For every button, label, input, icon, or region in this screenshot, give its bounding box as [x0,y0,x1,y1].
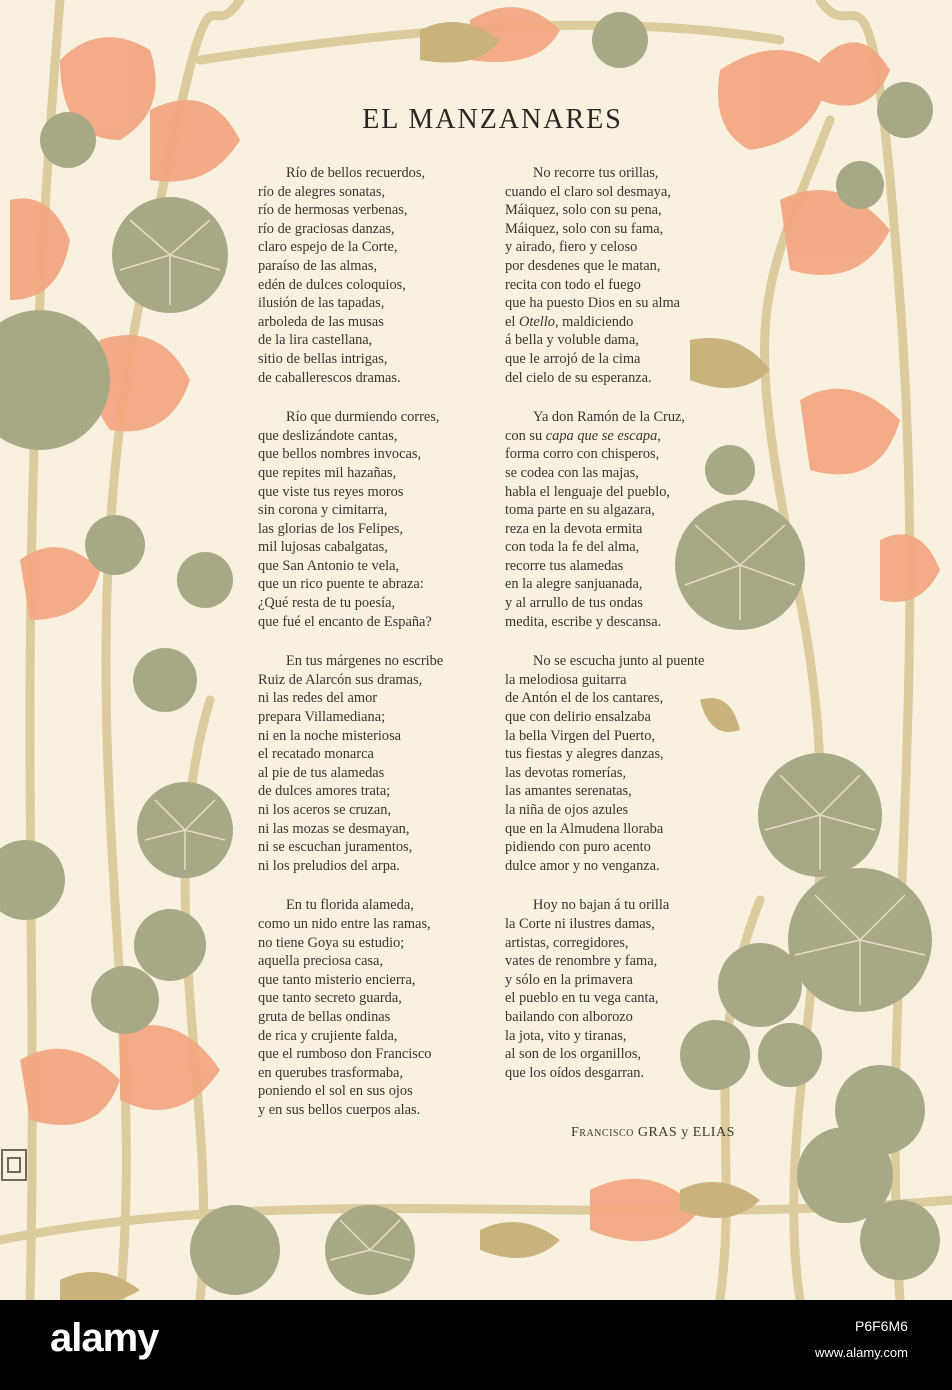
verse-line: No se escucha junto al puente [533,653,705,670]
verse-line: Hoy no bajan á tu orilla [533,897,670,914]
verse-line: sitio de bellas intrigas, [258,350,388,367]
verse-line: recorre tus alamedas [505,557,624,574]
stanza [258,896,488,1119]
verse-line: la jota, vito y tiranas, [505,1027,627,1044]
verse-line: el pueblo en tu vega canta, [505,990,659,1007]
verse-line: que tanto secreto guarda, [258,990,402,1007]
verse-line: ¿Qué resta de tu poesía, [258,595,396,612]
watermark-logo: alamy [50,1316,159,1360]
verse-line: mil lujosas cabalgatas, [258,539,388,556]
verse-line: que viste tus reyes moros [258,483,404,500]
verse-line: sin corona y cimitarra, [258,502,388,519]
verse-line: las devotas romerías, [505,764,627,781]
verse-line: se codea con las majas, [505,464,639,481]
verse-line: las glorias de los Felipes, [258,520,404,537]
verse-line: la melodiosa guitarra [505,671,627,688]
poem-title: EL MANZANARES [362,104,623,135]
verse-line: paraíso de las almas, [258,257,378,274]
verse-line: que en la Almudena lloraba [505,820,664,837]
watermark-image-id: P6F6M6 [855,1318,908,1334]
verse-line: cuando el claro sol desmaya, [505,183,671,200]
verse-line: en querubes trasformaba, [258,1064,404,1081]
verse-line: y airado, fiero y celoso [505,239,638,256]
verse-line: en la alegre sanjuanada, [505,576,643,593]
verse-line: que ha puesto Dios en su alma [505,295,681,312]
stanza [505,652,750,875]
verse-line: ilusión de las tapadas, [258,295,385,312]
verse-line: aquella preciosa casa, [258,953,384,970]
verse-line: Ruiz de Alarcón sus dramas, [258,671,423,688]
verse-line: tus fiestas y alegres danzas, [505,746,664,763]
monogram-mark [2,1150,26,1180]
verse-line: de caballerescos dramas. [258,369,401,386]
verse-line: bailando con alborozo [505,1008,633,1025]
verse-line: el Otello, maldiciendo [505,313,634,330]
stanza [258,408,488,631]
verse-line: medita, escribe y descansa. [505,613,662,630]
verse-line: pidiendo con puro acento [505,839,651,856]
stanza [505,164,750,387]
verse-line: y sólo en la primavera [505,971,633,988]
author-signature [571,1125,735,1141]
verse-line: no tiene Goya su estudio; [258,934,405,951]
verse-line: que los oídos desgarran. [505,1064,645,1081]
verse-line: Río que durmiendo corres, [286,409,440,426]
verse-line: No recorre tus orillas, [533,165,659,181]
verse-line: que bellos nombres invocas, [258,446,422,463]
verse-line: recita con todo el fuego [505,276,641,293]
author-surname: GRAS y ELIAS [637,1125,735,1140]
verse-line: de la lira castellana, [258,332,373,349]
verse-line: como un nido entre las ramas, [258,915,431,932]
verse-line: que San Antonio te vela, [258,557,400,574]
poem-column-right [505,164,750,1103]
verse-line: y en sus bellos cuerpos alas. [258,1101,421,1118]
stanza [258,652,488,875]
verse-line: ni los aceros se cruzan, [258,802,392,818]
verse-line: con toda la fe del alma, [505,539,640,556]
verse-line: forma corro con chisperos, [505,446,660,463]
poem-column-left [258,164,488,1141]
stanza [505,896,750,1082]
verse-line: de rica y crujiente falda, [258,1027,398,1044]
verse-line: que el rumboso don Francisco [258,1046,432,1063]
verse-line: vates de renombre y fama, [505,953,658,970]
verse-line: reza en la devota ermita [505,520,643,537]
verse-line: por desdenes que le matan, [505,257,661,274]
watermark-url: www.alamy.com [815,1345,908,1360]
verse-line: río de alegres sonatas, [258,183,386,200]
verse-line: Máiquez, solo con su fama, [505,220,664,237]
verse-line: río de hermosas verbenas, [258,202,408,219]
verse-line: gruta de bellas ondinas [258,1008,391,1025]
verse-line: que con delirio ensalzaba [505,709,651,726]
verse-line: río de graciosas danzas, [258,220,395,237]
verse-line: que un rico puente te abraza: [258,576,424,593]
stanza [258,164,488,387]
verse-line: habla el lenguaje del pueblo, [505,483,671,500]
verse-line: al son de los organillos, [505,1046,642,1063]
verse-line: de dulces amores trata; [258,783,391,800]
verse-line: Río de bellos recuerdos, [286,165,426,181]
verse-line: del cielo de su esperanza. [505,369,652,386]
verse-line: Máiquez, solo con su pena, [505,202,662,219]
verse-line: la Corte ni ilustres damas, [505,915,655,932]
verse-line: el recatado monarca [258,746,374,763]
verse-line: toma parte en su algazara, [505,502,655,519]
author-first-name: Francisco [571,1125,634,1140]
verse-line: dulce amor y no venganza. [505,857,660,874]
verse-line: que fué el encanto de España? [258,613,432,630]
verse-line: las amantes serenatas, [505,783,632,800]
verse-line: que deslizándote cantas, [258,427,398,444]
verse-line: En tu florida alameda, [286,897,414,914]
verse-line: poniendo el sol en sus ojos [258,1083,413,1100]
verse-line: Ya don Ramón de la Cruz, [533,409,686,426]
verse-line: que le arrojó de la cima [505,350,641,367]
verse-line: En tus márgenes no escribe [286,653,444,670]
verse-line: la bella Virgen del Puerto, [505,727,656,744]
verse-line: con su capa que se escapa, [505,427,661,444]
verse-line: al pie de tus alamedas [258,764,385,781]
verse-line: y al arrullo de tus ondas [505,595,643,612]
verse-line: ni las redes del amor [258,690,378,707]
verse-line: claro espejo de la Corte, [258,239,398,256]
verse-line: que tanto misterio encierra, [258,971,416,988]
verse-line: de Antón el de los cantares, [505,690,664,707]
verse-line: ni se escuchan juramentos, [258,839,413,856]
verse-line: ni las mozas se desmayan, [258,820,410,837]
verse-line: ni en la noche misteriosa [258,727,402,744]
verse-line: la niña de ojos azules [505,802,629,818]
verse-line: ni los preludios del arpa. [258,857,400,874]
verse-line: prepara Villamediana; [258,709,386,726]
verse-line: artistas, corregidores, [505,934,629,951]
verse-line: que repites mil hazañas, [258,464,397,481]
verse-line: edén de dulces coloquios, [258,276,406,293]
verse-line: á bella y voluble dama, [505,332,639,349]
stanza [505,408,750,631]
verse-line: arboleda de las musas [258,313,384,330]
